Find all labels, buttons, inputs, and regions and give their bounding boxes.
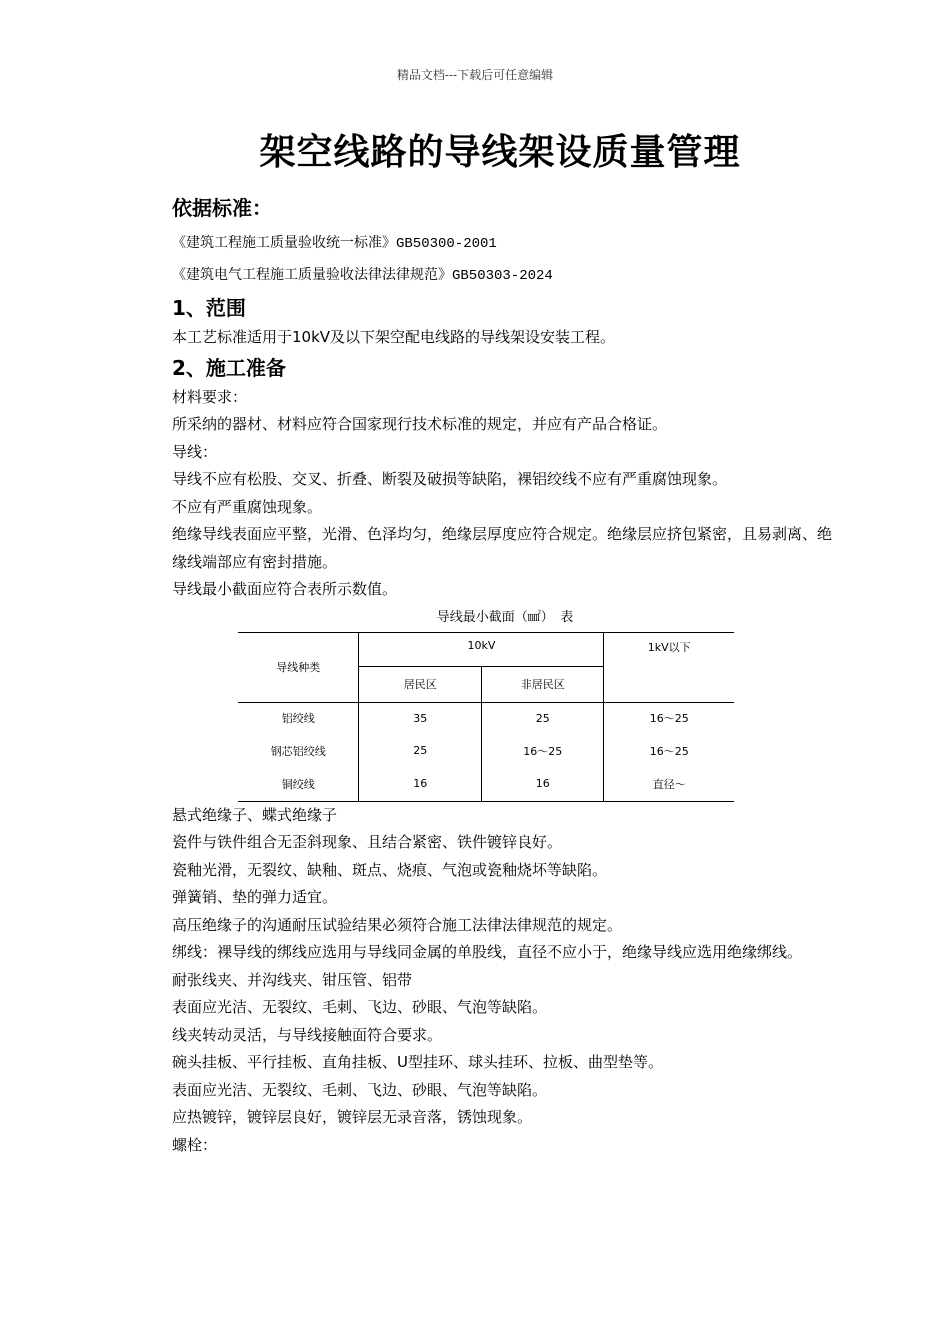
paragraph: 弹簧销、垫的弹力适宜。 (172, 888, 338, 906)
paragraph: 瓷件与铁件组合无歪斜现象、且结合紧密、铁件镀锌良好。 (172, 833, 563, 851)
paragraph: 不应有严重腐蚀现象。 (172, 497, 323, 516)
paragraph: 表面应光洁、无裂纹、毛刺、飞边、砂眼、气泡等缺陷。 (172, 998, 548, 1016)
paragraph: 悬式绝缘子、蝶式绝缘子 (172, 805, 338, 824)
cell-non-residential: 16 (481, 767, 604, 801)
min-cross-section-table (238, 632, 734, 802)
cell-type: 铜绞线 (238, 767, 359, 801)
cell-residential: 16 (359, 767, 482, 801)
paragraph: 导线： (172, 442, 218, 461)
table-row (238, 702, 734, 734)
paragraph: 绝缘导线表面应平整，光滑、色泽均匀，绝缘层厚度应符合规定。绝缘层应挤包紧密，且易剥离、绝缘线端部应有密封措施。 (172, 525, 833, 571)
paragraph: 碗头挂板、平行挂板、直角挂板、U型挂环、球头挂环、拉板、曲型垫等。 (172, 1053, 663, 1071)
header-non-residential: 非居民区 (481, 666, 604, 702)
section1-heading: 1、范围 (172, 296, 246, 320)
standard-line: 《建筑电气工程施工质量验收法律法律规范》GB50303-2024 (172, 268, 553, 284)
paragraph: 所采纳的器材、材料应符合国家现行技术标准的规定，并应有产品合格证。 (172, 415, 668, 433)
table-caption: 导线最小截面（㎟） 表 (436, 609, 574, 625)
cell-type: 铝绞线 (238, 702, 359, 734)
paragraph: 应热镀锌，镀锌层良好，镀锌层无录音落，锈蚀现象。 (172, 1108, 533, 1126)
paragraph: 导线不应有松股、交叉、折叠、断裂及破损等缺陷，裸铝绞线不应有严重腐蚀现象。 (172, 470, 728, 488)
cell-residential: 25 (359, 734, 482, 767)
cell-non-residential: 25 (481, 702, 604, 734)
header-residential: 居民区 (359, 666, 482, 702)
header-below-1kv: 1kV以下 (604, 632, 734, 702)
document-title: 架空线路的导线架设质量管理 (259, 131, 741, 173)
paragraph: 瓷釉光滑，无裂纹、缺釉、斑点、烧痕、气泡或瓷釉烧坏等缺陷。 (172, 860, 608, 879)
table-row (238, 734, 734, 767)
paragraph: 线夹转动灵活，与导线接触面符合要求。 (172, 1025, 443, 1044)
paragraph: 高压绝缘子的沟通耐压试验结果必须符合施工法律法律规范的规定。 (172, 915, 623, 934)
header-10kv: 10kV (359, 632, 604, 666)
paragraph: 导线最小截面应符合表所示数值。 (172, 580, 398, 598)
paragraph: 表面应光洁、无裂纹、毛刺、飞边、砂眼、气泡等缺陷。 (172, 1080, 548, 1099)
paragraph: 材料要求： (172, 387, 248, 406)
table-row (238, 767, 734, 801)
document-body (172, 192, 842, 1159)
cell-type: 钢芯铝绞线 (238, 734, 359, 767)
cell-residential: 35 (359, 702, 482, 734)
section2-heading: 2、施工准备 (172, 355, 286, 380)
paragraph: 绑线：裸导线的绑线应选用与导线同金属的单股线，直径不应小于，绝缘导线应选用绝缘绑线。 (172, 943, 803, 961)
standard-line: 《建筑工程施工质量验收统一标准》GB50300-2001 (172, 236, 497, 252)
cell-below-1kv: 16～25 (649, 712, 689, 726)
cell-below-1kv: 直径～ (604, 767, 734, 801)
header-note: 精品文档---下载后可任意编辑 (396, 68, 554, 82)
paragraph: 耐张线夹、并沟线夹、钳压管、铝带 (172, 970, 413, 989)
header-type: 导线种类 (238, 632, 359, 702)
cell-below-1kv: 16～25 (649, 744, 689, 758)
basis-heading: 依据标准： (172, 196, 272, 220)
section1-text: 本工艺标准适用于10kV及以下架空配电线路的导线架设安装工程。 (172, 328, 616, 346)
cell-non-residential: 16～25 (481, 734, 604, 767)
paragraph: 螺栓： (172, 1135, 218, 1154)
